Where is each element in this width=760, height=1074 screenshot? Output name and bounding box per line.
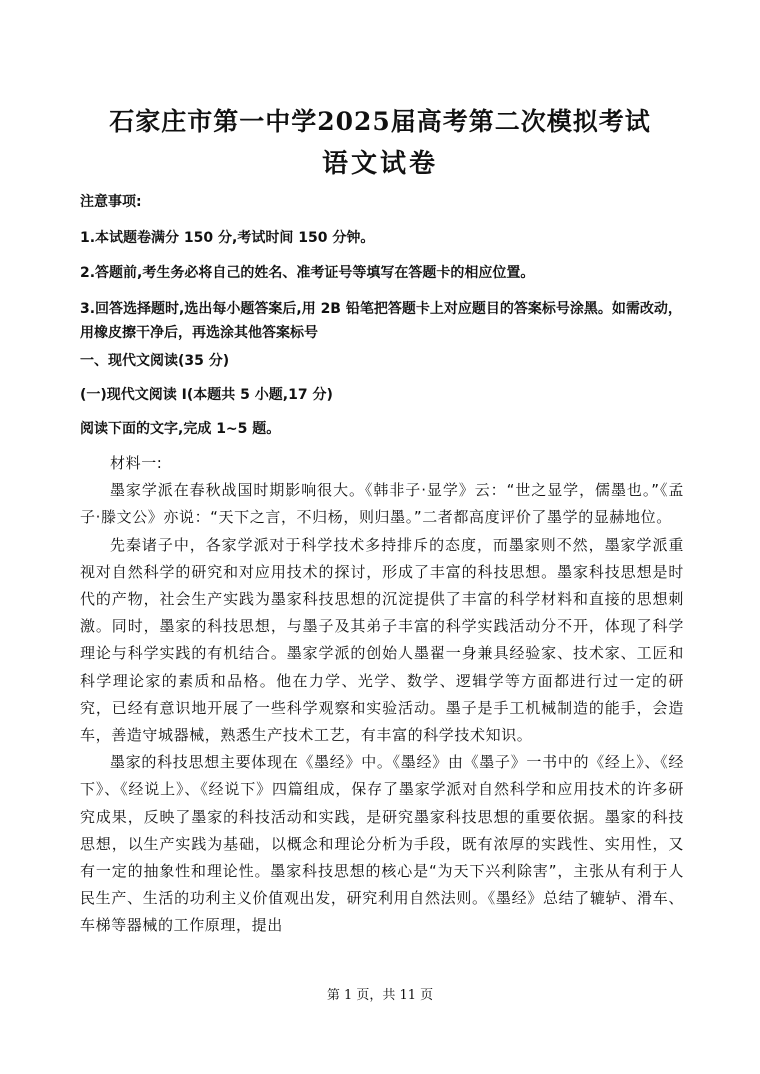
reading-instruction: 阅读下面的文字,完成 1~5 题。 [80, 421, 281, 437]
material-paragraph-1: 墨家学派在春秋战国时期影响很大。《韩非子·显学》云：“世之显学，儒墨也。”《孟子·滕文公》亦说：“天下之言，不归杨，则归墨。”二者都高度评价了墨学的显赫地位。 [80, 481, 684, 527]
section-title: 一、现代文阅读(35 分) [80, 353, 230, 369]
material-paragraph-3: 墨家的科技思想主要体现在《墨经》中。《墨经》由《墨子》一书中的《经上》、《经下》、《经说上》、《经说下》四篇组成，保存了墨家学派对自然科学和应用技术的许多研究成果，反映了墨家的科技活动和实践，是研究墨家科技思想的重要依据。墨家的科技思想，以生产实践为基础，以概念和理论分析为手段，既有浓厚的实践性、实用性，又有一定的抽象性和理论性。墨家科技思想的核心是“为天下兴利除害”，主张从有利于人民生产、生活的功利主义价值观出发，研究利用自然法则。《墨经》总结了辘轳、滑车、车梯等器械的工作原理，提出 [80, 753, 684, 935]
section-subtitle: (一)现代文阅读 I(本题共 5 小题,17 分) [80, 387, 333, 403]
material-label: 材料一: [110, 454, 163, 472]
note-item-2: 2.答题前,考生务必将自己的姓名、准考证号等填写在答题卡的相应位置。 [80, 265, 535, 281]
note-item-3: 3.回答选择题时,选出每小题答案后,用 2B 铅笔把答题卡上对应题目的答案标号涂黑。如需改动，用橡皮擦干净后，再选涂其他答案标号 [80, 301, 682, 341]
material-text [80, 450, 684, 940]
note-item-1: 1.本试题卷满分 150 分,考试时间 150 分钟。 [80, 230, 375, 246]
material-paragraph-2: 先秦诸子中，各家学派对于科学技术多持排斥的态度，而墨家则不然，墨家学派重视对自然科学的研究和对应用技术的探讨，形成了丰富的科技思想。墨家科技思想是时代的产物，社会生产实践为墨家科技思想的沉淀提供了丰富的科学材料和直接的思想刺激。同时，墨家的科技思想，与墨子及其弟子丰富的科学实践活动分不开，体现了科学理论与科学实践的有机结合。墨家学派的创始人墨翟一身兼具经验家、技术家、工匠和科学理论家的素质和品格。他在力学、光学、数学、逻辑学等方面都进行过一定的研究，已经有意识地开展了一些科学观察和实验活动。墨子是手工机械制造的能手，会造车，善造守城器械，熟悉生产技术工艺，有丰富的科学技术知识。 [80, 535, 684, 745]
page-footer: 第 1 页，共 11 页 [326, 988, 434, 1003]
notes-heading: 注意事项: [80, 194, 142, 210]
exam-subtitle: 语文试卷 [321, 149, 438, 179]
exam-title: 石家庄市第一中学2025届高考第二次模拟考试 [109, 107, 651, 136]
